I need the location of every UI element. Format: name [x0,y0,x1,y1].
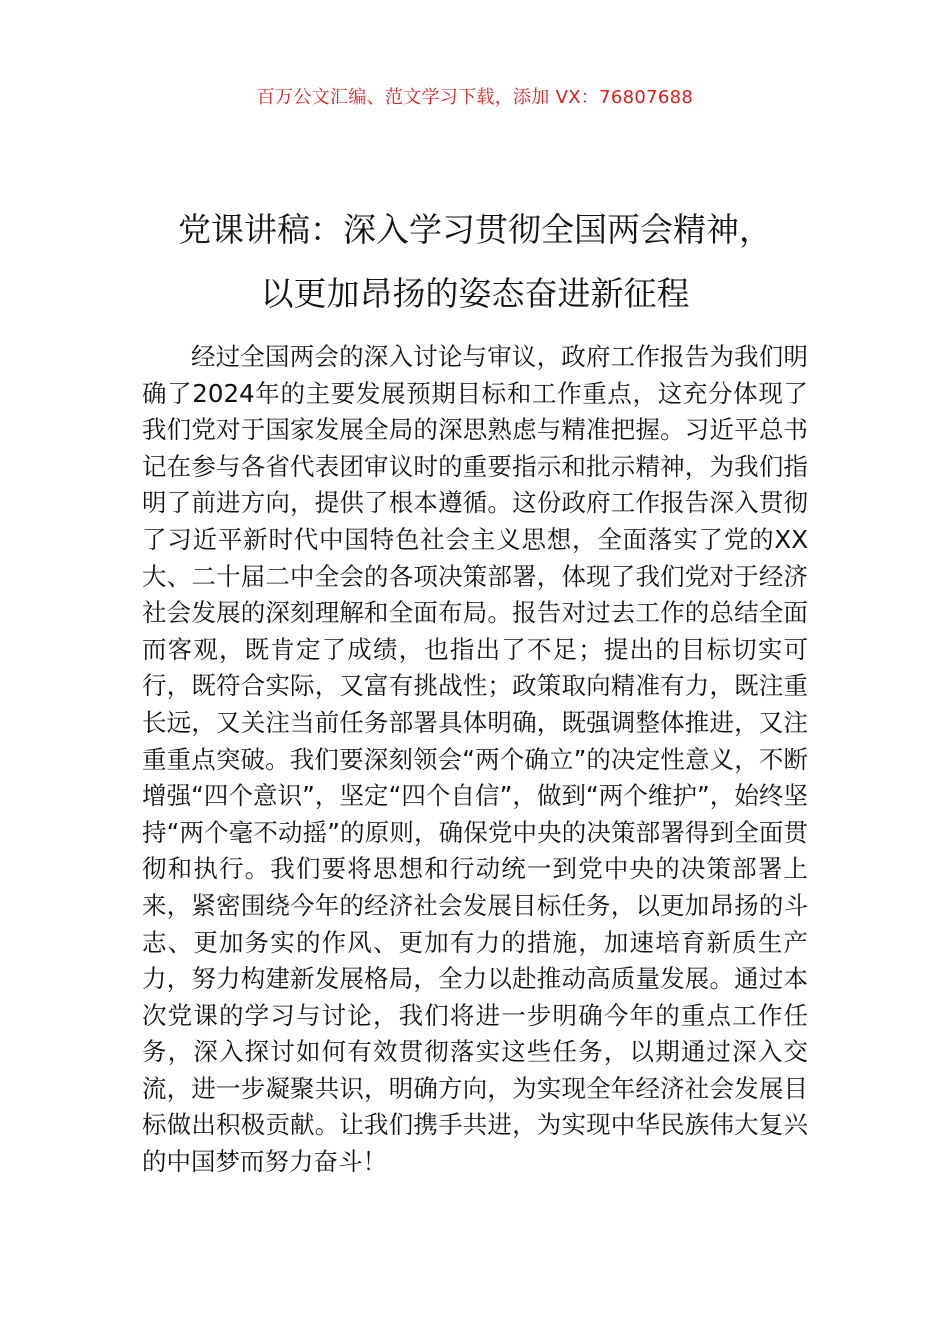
title-line-1: 党课讲稿：深入学习贯彻全国两会精神， [178,210,772,250]
title-line-2: 以更加昂扬的姿态奋进新征程 [260,274,690,314]
body-paragraph: 经过全国两会的深入讨论与审议，政府工作报告为我们明确了2024年的主要发展预期目标和工作重点，这充分体现了我们党对于国家发展全局的深思熟虑与精准把握。习近平总书记在参与各省代表团审议时的重要指示和批示精神，为我们指明了前进方向，提供了根本遵循。这份政府工作报告深入贯彻了习近平新时代中国特色社会主义思想，全面落实了党的XX大、二十届二中全会的各项决策部署，体现了我们党对于经济社会发展的深刻理解和全面布局。报告对过去工作的总结全面而客观，既肯定了成绩，也指出了不足；提出的目标切实可行，既符合实际，又富有挑战性；政策取向精准有力，既注重长远，又关注当前任务部署具体明确，既强调整体推进，又注重重点突破。我们要深刻领会“两个确立”的决定性意义，不断增强“四个意识”，坚定“四个自信”，做到“两个维护”，始终坚持“两个毫不动摇”的原则，确保党中央的决策部署得到全面贯彻和执行。我们要将思想和行动统一到党中央的决策部署上来，紧密围绕今年的经济社会发展目标任务，以更加昂扬的斗志、更加务实的作风、更加有力的措施，加速培育新质生产力，努力构建新发展格局，全力以赴推动高质量发展。通过本次党课的学习与讨论，我们将进一步明确今年的重点工作任务，深入探讨如何有效贯彻落实这些任务，以期通过深入交流，进一步凝聚共识，明确方向，为实现全年经济社会发展目标做出积极贡献。让我们携手共进，为实现中华民族伟大复兴的中国梦而努力奋斗！ [142,342,808,1177]
document-title [60,198,890,326]
header-watermark-note: 百万公文汇编、范文学习下载，添加 VX：76807688 [256,87,694,108]
